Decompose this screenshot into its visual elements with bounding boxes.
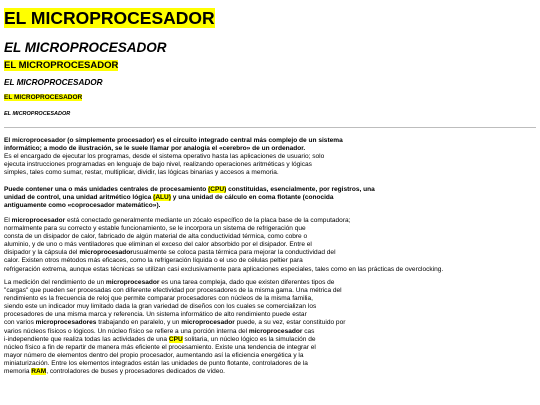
heading-3: [4, 60, 118, 72]
heading-4: EL MICROPROCESADOR: [4, 78, 103, 87]
paragraph-3: [4, 217, 536, 274]
paragraph-2: [4, 186, 536, 210]
paragraph-1-line: informático; a modo de ilustración, se le suele llamar por analogía el «cerebro» de un ordenador.: [4, 145, 306, 153]
paragraph-1-line: simples, tales como sumar, restar, multiplicar, dividir, las lógicas binarias y accesos a memoria.: [4, 169, 279, 177]
heading-1-text: EL MICROPROCESADOR: [4, 8, 215, 28]
paragraph-3-line: aluminio, y de uno o más ventiladores que eliminan el exceso del calor absorbido por el disipador. Entre el: [4, 241, 312, 249]
text-run: memoria: [4, 368, 32, 376]
heading-1: [4, 8, 215, 28]
text-run: Puede contener una o más unidades centrales de procesamiento: [4, 186, 209, 193]
paragraph-4: [4, 279, 536, 376]
paragraph-4-line: [4, 368, 536, 376]
heading-2: EL MICROPROCESADOR: [4, 40, 167, 55]
paragraph-4-line: [4, 336, 536, 344]
text-run: usualmente se coloca pasta térmica para mejorar la conductividad del: [132, 249, 336, 257]
text-run: disipador y la cápsula del: [4, 249, 80, 257]
paragraph-4-line: [4, 328, 536, 336]
paragraph-2-line: antiguamente como «coprocesador matemático»).: [4, 202, 161, 210]
heading-6: EL MICROPROCESADOR: [4, 111, 71, 117]
paragraph-2-line: [4, 186, 536, 194]
text-run: constituidas, esencialmente, por registros, una: [226, 186, 375, 193]
keyword-microprocesador: microprocesador: [105, 279, 160, 286]
paragraph-4-line: procesadores de una misma marca y referencia. Un sistema informático de alto rendimiento puede estar: [4, 311, 307, 319]
text-run: y una unidad de cálculo en coma flotante (conocida: [170, 194, 334, 202]
text-run: La medición del rendimiento de un: [4, 279, 106, 286]
text-run: El: [4, 217, 12, 224]
keyword-microprocesador: microprocesador: [79, 249, 133, 257]
heading-5: [4, 93, 82, 102]
text-run: i-independiente que realiza todas las actividades de una: [4, 335, 169, 343]
paragraph-4-line: núcleo físico a fin de repartir de manera más eficiente el procesamiento. Existe una tendencia de integrar el: [4, 343, 316, 351]
heading-3-text: EL MICROPROCESADOR: [4, 60, 119, 71]
keyword-microprocesador: microprocesador: [181, 319, 235, 327]
paragraph-1-line: Es el encargado de ejecutar los programas, desde el sistema operativo hasta las aplicaciones de usuario; solo: [4, 153, 325, 161]
text-run: cas: [302, 327, 315, 335]
text-run: solitaria, un núcleo lógico es la simulación de: [182, 335, 316, 343]
paragraph-3-line: [4, 249, 536, 257]
paragraph-1-line: ejecuta instrucciones programadas en lenguaje de bajo nivel, realizando operaciones aritméticas y lógicas: [4, 161, 312, 169]
horizontal-rule: [4, 127, 536, 128]
text-run: trabajando en paralelo, y un: [96, 319, 182, 327]
paragraph-1-line: El microprocesador (o simplemente procesador) es el circuito integrado central más complejo de un sistema: [4, 137, 343, 144]
paragraph-1: [4, 137, 536, 177]
paragraph-4-line: miniaturización. Entre los elementos integrados están las unidades de punto flotante, controladores de la: [4, 359, 308, 367]
cpu-highlight: CPU: [168, 335, 183, 343]
cpu-highlight: (CPU): [208, 186, 227, 193]
text-run: , controladores de buses y procesadores dedicados de vídeo.: [46, 368, 225, 376]
paragraph-3-line: [4, 217, 536, 225]
text-run: unidad de control, una unidad aritmético lógica: [4, 194, 154, 202]
paragraph-3-line: consta de un disipador de calor, fabricado de algún material de alta conductividad térmica, como cobre o: [4, 233, 308, 241]
paragraph-3-line: refrigeración extrema, aunque estas técnicas se utilizan casi exclusivamente para aplicaciones especiales, tales como en las prácticas de overclocking.: [4, 265, 444, 273]
paragraph-4-line: "cargas" que pueden ser procesadas con diferente efectividad por procesadores de la misma gama. Una métrica del: [4, 287, 342, 295]
paragraph-4-line: [4, 279, 536, 287]
text-run: está conectado generalmente mediante un zócalo específico de la placa base de la computadora;: [65, 217, 351, 224]
keyword-microprocesador: microprocesador: [248, 327, 303, 335]
alu-highlight: (ALU): [153, 194, 171, 202]
keyword-microprocesador: microprocesador: [11, 217, 66, 224]
paragraph-4-line: siendo este un indicador muy limitado dada la gran variedad de diseños con los cuales se comercializan los: [4, 303, 317, 311]
paragraph-4-line: mayor número de elementos dentro del propio procesador, aumentando así la eficiencia energética y la: [4, 351, 304, 359]
text-run: es una tarea compleja, dado que existen diferentes tipos de: [159, 279, 335, 286]
text-run: puede, a su vez, estar constituido por: [234, 319, 346, 327]
heading-5-text: EL MICROPROCESADOR: [4, 94, 83, 101]
text-run: con varios: [4, 319, 36, 327]
paragraph-3-line: calor. Existen otros métodos más eficaces, como la refrigeración líquida o el uso de células peltier para: [4, 257, 303, 265]
ram-highlight: RAM: [31, 368, 47, 376]
text-run: varios núcleos físicos o lógicos. Un núcleo físico se refiere a una porción interna del: [4, 327, 249, 335]
paragraph-3-line: normalmente para su correcto y estable funcionamiento, se le incorpora un sistema de refrigeración que: [4, 225, 306, 233]
paragraph-2-line: [4, 194, 536, 202]
paragraph-4-line: [4, 319, 536, 327]
keyword-microprocesadores: microprocesadores: [35, 319, 97, 327]
paragraph-4-line: rendimiento es la frecuencia de reloj que permite comparar procesadores con núcleos de la misma familia,: [4, 295, 313, 303]
